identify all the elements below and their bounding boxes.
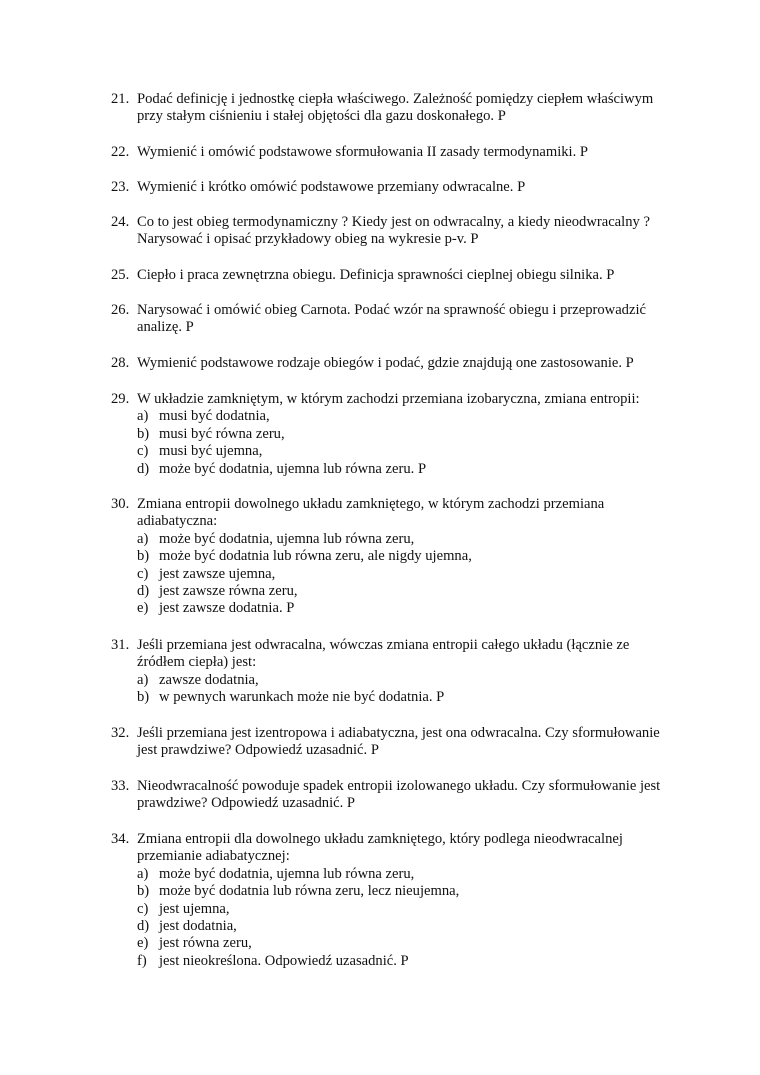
- question-text: Zmiana entropii dla dowolnego układu zamkniętego, który podlega nieodwracalnej przemianie adiabatycznej:: [137, 831, 623, 865]
- option-letter: b): [137, 425, 150, 442]
- answer-option: [137, 408, 671, 425]
- option-letter: f): [137, 952, 147, 969]
- answer-option: [137, 443, 671, 460]
- question-number: 26.: [111, 302, 130, 318]
- question-22: [111, 144, 671, 161]
- question-text: Jeśli przemiana jest odwracalna, wówczas zmiana entropii całego układu (łącznie ze źródłem ciepła) jest:: [137, 637, 630, 671]
- option-text: musi być ujemna,: [159, 443, 263, 460]
- option-letter: b): [137, 883, 150, 900]
- question-text: Co to jest obieg termodynamiczny ? Kiedy jest on odwracalny, a kiedy nieodwracalny ? Narysować i opisać przykładowy obieg na wykresie p-v. P: [137, 214, 650, 248]
- answer-option: [137, 901, 671, 918]
- option-text: może być dodatnia lub równa zeru, ale nigdy ujemna,: [159, 548, 472, 565]
- option-letter: b): [137, 689, 150, 706]
- answer-option: [137, 566, 671, 583]
- question-25: [111, 267, 671, 284]
- option-letter: a): [137, 408, 149, 425]
- question-21: [111, 91, 671, 126]
- question-29: [111, 391, 671, 478]
- answer-option: [137, 935, 671, 952]
- question-text: W układzie zamkniętym, w którym zachodzi przemiana izobaryczna, zmiana entropii:: [137, 391, 640, 407]
- question-34: [111, 831, 671, 970]
- option-letter: e): [137, 935, 149, 952]
- answer-option: [137, 883, 671, 900]
- option-letter: a): [137, 530, 149, 547]
- question-33: [111, 778, 671, 813]
- question-text: Zmiana entropii dowolnego układu zamkniętego, w którym zachodzi przemiana adiabatyczna:: [137, 496, 605, 530]
- option-text: może być dodatnia lub równa zeru, lecz nieujemna,: [159, 883, 460, 900]
- answer-option: [137, 600, 671, 617]
- question-text: Wymienić i krótko omówić podstawowe przemiany odwracalne. P: [137, 179, 526, 195]
- answer-option: [137, 866, 671, 883]
- question-32: [111, 725, 671, 760]
- answer-option: [137, 461, 671, 478]
- answer-option: [137, 953, 671, 970]
- question-text: Jeśli przemiana jest izentropowa i adiabatyczna, jest ona odwracalna. Czy sformułowanie jest prawdziwe? Odpowiedź uzasadnić. P: [137, 725, 660, 759]
- option-letter: c): [137, 565, 149, 582]
- option-text: zawsze dodatnia,: [159, 671, 259, 688]
- option-text: jest nieokreślona. Odpowiedź uzasadnić. P: [159, 952, 409, 969]
- question-number: 25.: [111, 267, 130, 283]
- question-number: 32.: [111, 725, 130, 741]
- option-letter: c): [137, 443, 149, 460]
- option-letter: e): [137, 600, 149, 617]
- question-text: Wymienić i omówić podstawowe sformułowania II zasady termodynamiki. P: [137, 144, 589, 160]
- answer-option: [137, 531, 671, 548]
- question-text: Nieodwracalność powoduje spadek entropii izolowanego układu. Czy sformułowanie jest prawdziwe? Odpowiedź uzasadnić. P: [137, 778, 661, 812]
- option-letter: c): [137, 900, 149, 917]
- option-letter: a): [137, 865, 149, 882]
- option-text: jest zawsze dodatnia. P: [159, 600, 295, 617]
- answer-option: [137, 548, 671, 565]
- question-text: Ciepło i praca zewnętrzna obiegu. Definicja sprawności cieplnej obiegu silnika. P: [137, 267, 615, 283]
- option-text: jest równa zeru,: [159, 935, 252, 952]
- question-number: 23.: [111, 179, 130, 195]
- option-text: jest zawsze ujemna,: [159, 565, 276, 582]
- option-text: musi być równa zeru,: [159, 425, 285, 442]
- question-31: [111, 637, 671, 707]
- option-letter: d): [137, 583, 150, 600]
- option-text: może być dodatnia, ujemna lub równa zeru,: [159, 530, 415, 547]
- question-23: [111, 179, 671, 196]
- option-letter: a): [137, 671, 149, 688]
- question-number: 29.: [111, 391, 130, 407]
- question-text: Wymienić podstawowe rodzaje obiegów i podać, gdzie znajdują one zastosowanie. P: [137, 355, 634, 371]
- option-text: może być dodatnia, ujemna lub równa zeru,: [159, 865, 415, 882]
- question-number: 33.: [111, 778, 130, 794]
- answer-option: [137, 672, 671, 689]
- question-24: [111, 214, 671, 249]
- option-text: w pewnych warunkach może nie być dodatnia. P: [159, 689, 445, 706]
- answer-option: [137, 918, 671, 935]
- question-30: [111, 496, 671, 618]
- answer-option: [137, 689, 671, 706]
- question-26: [111, 302, 671, 337]
- question-number: 21.: [111, 91, 130, 107]
- answer-option: [137, 426, 671, 443]
- option-text: może być dodatnia, ujemna lub równa zeru. P: [159, 460, 427, 477]
- option-text: jest ujemna,: [159, 900, 230, 917]
- question-number: 34.: [111, 831, 130, 847]
- option-letter: d): [137, 460, 150, 477]
- question-text: Narysować i omówić obieg Carnota. Podać wzór na sprawność obiegu i przeprowadzić analizę. P: [137, 302, 646, 336]
- option-letter: b): [137, 548, 150, 565]
- option-text: musi być dodatnia,: [159, 408, 270, 425]
- question-28: [111, 355, 671, 372]
- question-number: 22.: [111, 144, 130, 160]
- question-number: 31.: [111, 637, 130, 653]
- answer-option: [137, 583, 671, 600]
- question-text: Podać definicję i jednostkę ciepła właściwego. Zależność pomiędzy ciepłem właściwym przy stałym ciśnieniu i stałej objętości dla gazu doskonałego. P: [137, 91, 654, 125]
- option-letter: d): [137, 918, 150, 935]
- question-number: 30.: [111, 496, 130, 512]
- question-number: 24.: [111, 214, 130, 230]
- option-text: jest zawsze równa zeru,: [159, 583, 298, 600]
- option-text: jest dodatnia,: [159, 918, 237, 935]
- question-number: 28.: [111, 355, 130, 371]
